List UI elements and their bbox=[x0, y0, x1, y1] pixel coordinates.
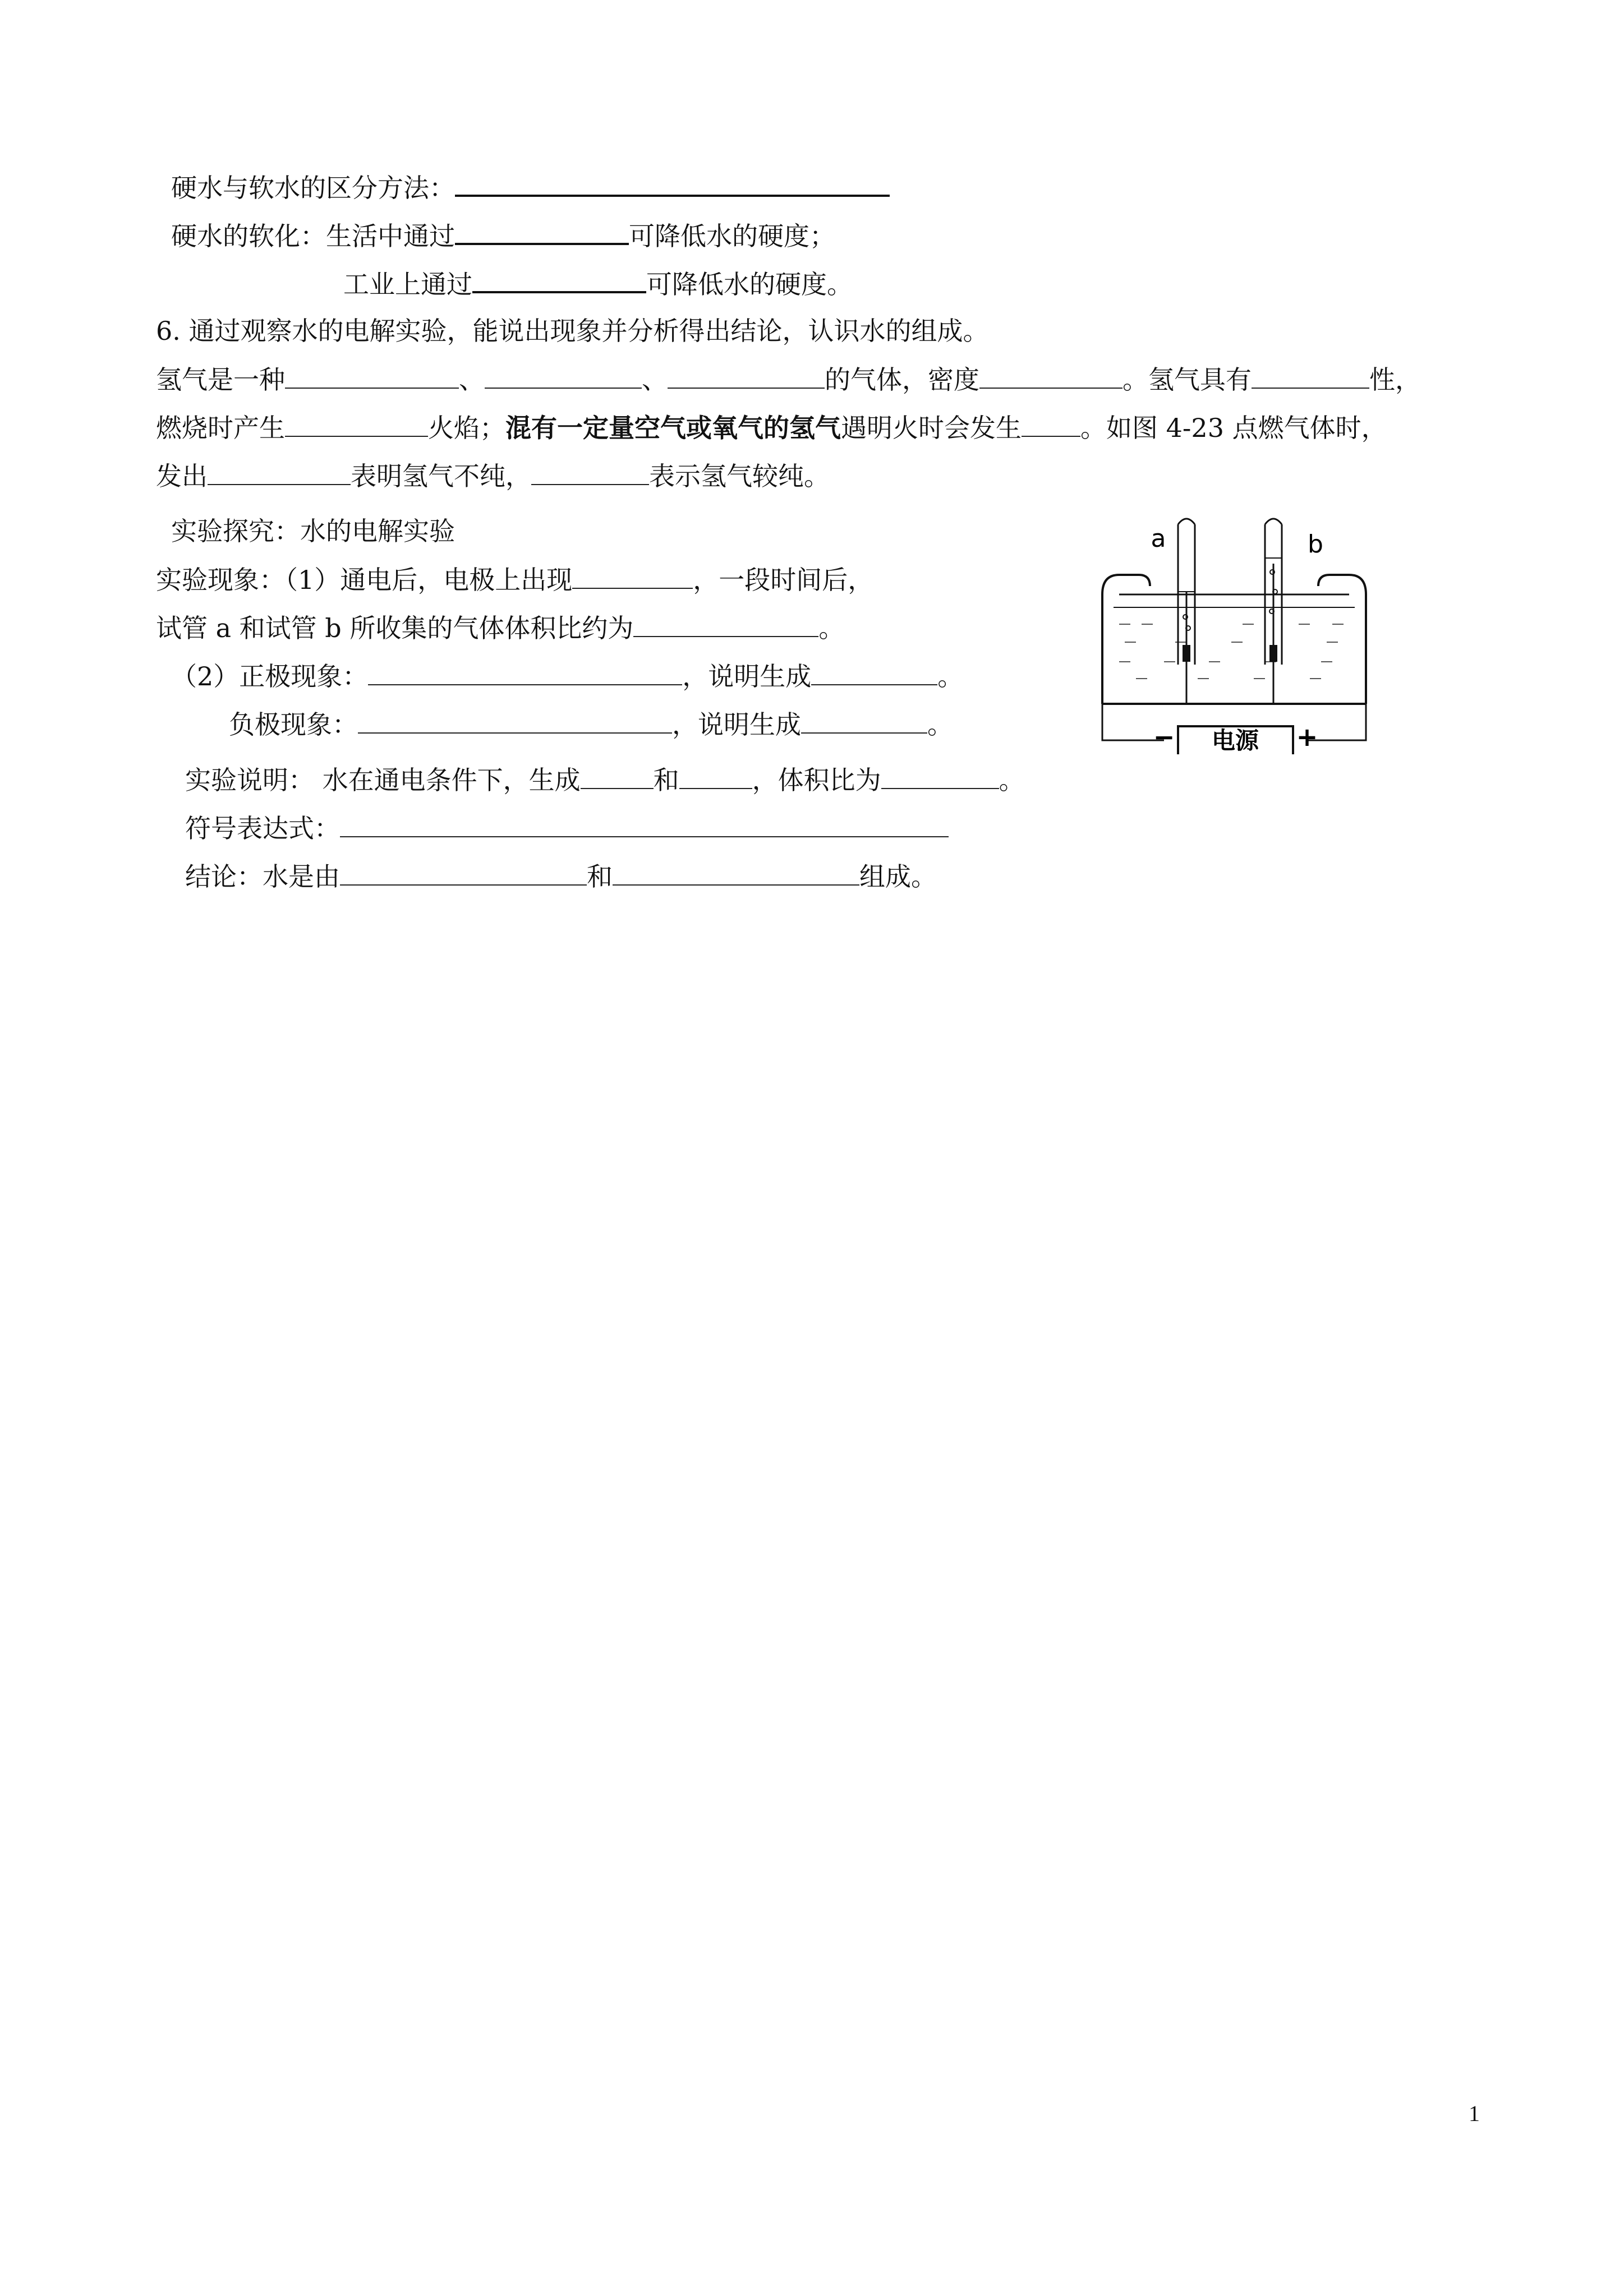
page-number: 1 bbox=[1469, 2101, 1480, 2126]
softening-label: 硬水的软化：生活中通过 bbox=[171, 221, 455, 251]
sound-prefix: 发出 bbox=[156, 461, 208, 491]
element-2-blank[interactable] bbox=[613, 856, 859, 886]
hydrogen-line-3 bbox=[156, 456, 830, 496]
product-2-blank[interactable] bbox=[679, 760, 752, 789]
ratio-text: 试管 a 和试管 b 所收集的气体体积比约为 bbox=[156, 613, 634, 643]
softening-industry-blank[interactable] bbox=[472, 263, 646, 293]
experiment-title-text: 实验探究：水的电解实验 bbox=[171, 516, 455, 546]
industry-prefix: 工业上通过 bbox=[343, 269, 472, 299]
tube-a-label: a bbox=[1151, 524, 1166, 553]
hydrogen-property-blank-2[interactable] bbox=[485, 359, 642, 389]
explosion-blank[interactable] bbox=[1022, 408, 1080, 437]
positive-line bbox=[171, 656, 963, 696]
electrolysis-apparatus-figure bbox=[1097, 508, 1372, 754]
flame-color-blank[interactable] bbox=[285, 408, 428, 437]
meet-fire-text: 遇明火时会发生 bbox=[841, 413, 1022, 443]
volume-ratio-blank[interactable] bbox=[633, 608, 818, 637]
phenomenon-prefix: 实验现象：（1）通电后，电极上出现 bbox=[156, 565, 573, 595]
distinguish-blank[interactable] bbox=[455, 167, 890, 197]
negative-end: 。 bbox=[927, 709, 953, 740]
experiment-title bbox=[171, 511, 455, 551]
minus-sign: − bbox=[1153, 722, 1175, 752]
distinguish-label: 硬水与软水的区分方法： bbox=[171, 173, 455, 203]
positive-mid: ，说明生成 bbox=[682, 661, 812, 691]
positive-label: （2）正极现象： bbox=[171, 661, 369, 691]
explanation-line bbox=[185, 760, 1025, 800]
pure-text: 表示氢气较纯。 bbox=[649, 461, 830, 491]
impure-text: 表明氢气不纯， bbox=[351, 461, 531, 491]
separator-2: 、 bbox=[642, 365, 668, 395]
tube-b-label: b bbox=[1308, 530, 1323, 559]
product-1-blank[interactable] bbox=[581, 760, 654, 789]
hydrogen-line-2 bbox=[156, 408, 1387, 448]
water-dashes bbox=[1119, 624, 1344, 679]
electrode-phenomenon-blank[interactable] bbox=[572, 560, 693, 589]
negative-product-blank[interactable] bbox=[801, 704, 927, 734]
positive-end: 。 bbox=[937, 661, 964, 691]
softening-life-blank[interactable] bbox=[455, 215, 629, 245]
hydrogen-has-text: 。氢气具有 bbox=[1122, 365, 1252, 395]
explain-ratio-text: ，体积比为 bbox=[752, 765, 881, 795]
flame-text: 火焰； bbox=[428, 413, 505, 443]
explain-end: 。 bbox=[999, 765, 1025, 795]
phenomenon-line-1 bbox=[156, 560, 873, 600]
conclusion-line bbox=[185, 856, 937, 896]
impure-sound-blank[interactable] bbox=[208, 456, 351, 485]
section6-heading-text: 6. 通过观察水的电解实验，能说出现象并分析得出结论，认识水的组成。 bbox=[156, 316, 989, 346]
expression-line bbox=[185, 808, 949, 848]
burning-prefix: 燃烧时产生 bbox=[156, 413, 285, 443]
negative-line bbox=[229, 704, 953, 744]
plus-sign: + bbox=[1296, 722, 1318, 752]
hydrogen-prefix: 氢气是一种 bbox=[156, 365, 285, 395]
phenomenon-line-2 bbox=[156, 608, 844, 648]
figure-reference-text: 。如图 4-23 点燃气体时， bbox=[1080, 413, 1387, 443]
phenomenon-suffix: ，一段时间后， bbox=[693, 565, 874, 595]
gas-density-text: 的气体，密度 bbox=[825, 365, 979, 395]
hydrogen-property-blank-3[interactable] bbox=[668, 359, 825, 389]
pure-sound-blank[interactable] bbox=[531, 456, 649, 485]
explain-and: 和 bbox=[653, 765, 679, 795]
softening-suffix: 可降低水的硬度； bbox=[629, 221, 835, 251]
ratio-end: 。 bbox=[818, 613, 845, 643]
explain-prefix: 实验说明： 水在通电条件下，生成 bbox=[185, 765, 581, 795]
conclusion-prefix: 结论：水是由 bbox=[185, 861, 340, 892]
explain-ratio-blank[interactable] bbox=[881, 760, 999, 789]
negative-mid: ，说明生成 bbox=[672, 709, 801, 740]
hydrogen-nature-end: 性， bbox=[1369, 365, 1421, 395]
hardwater-distinguish-line bbox=[171, 167, 890, 208]
conclusion-and: 和 bbox=[587, 861, 613, 892]
expression-label: 符号表达式： bbox=[185, 813, 340, 843]
conclusion-end: 组成。 bbox=[859, 861, 937, 892]
hydrogen-nature-blank[interactable] bbox=[1252, 359, 1369, 389]
hydrogen-property-blank-1[interactable] bbox=[285, 359, 459, 389]
element-1-blank[interactable] bbox=[340, 856, 587, 886]
hydrogen-density-blank[interactable] bbox=[979, 359, 1122, 389]
industry-suffix: 可降低水的硬度。 bbox=[646, 269, 853, 299]
negative-phenomenon-blank[interactable] bbox=[358, 704, 672, 734]
power-source-label: 电源 bbox=[1211, 727, 1259, 754]
separator-1: 、 bbox=[459, 365, 485, 395]
negative-label: 负极现象： bbox=[229, 709, 358, 740]
hardwater-softening-line bbox=[171, 215, 835, 256]
hydrogen-line-1 bbox=[156, 359, 1421, 399]
positive-product-blank[interactable] bbox=[811, 656, 937, 685]
water-trough bbox=[1102, 575, 1150, 594]
section6-heading bbox=[156, 311, 989, 351]
expression-blank[interactable] bbox=[340, 808, 949, 837]
mixed-hydrogen-bold: 混有一定量空气或氧气的氢气 bbox=[505, 413, 841, 443]
positive-phenomenon-blank[interactable] bbox=[368, 656, 682, 685]
hardwater-industry-line bbox=[343, 263, 853, 304]
